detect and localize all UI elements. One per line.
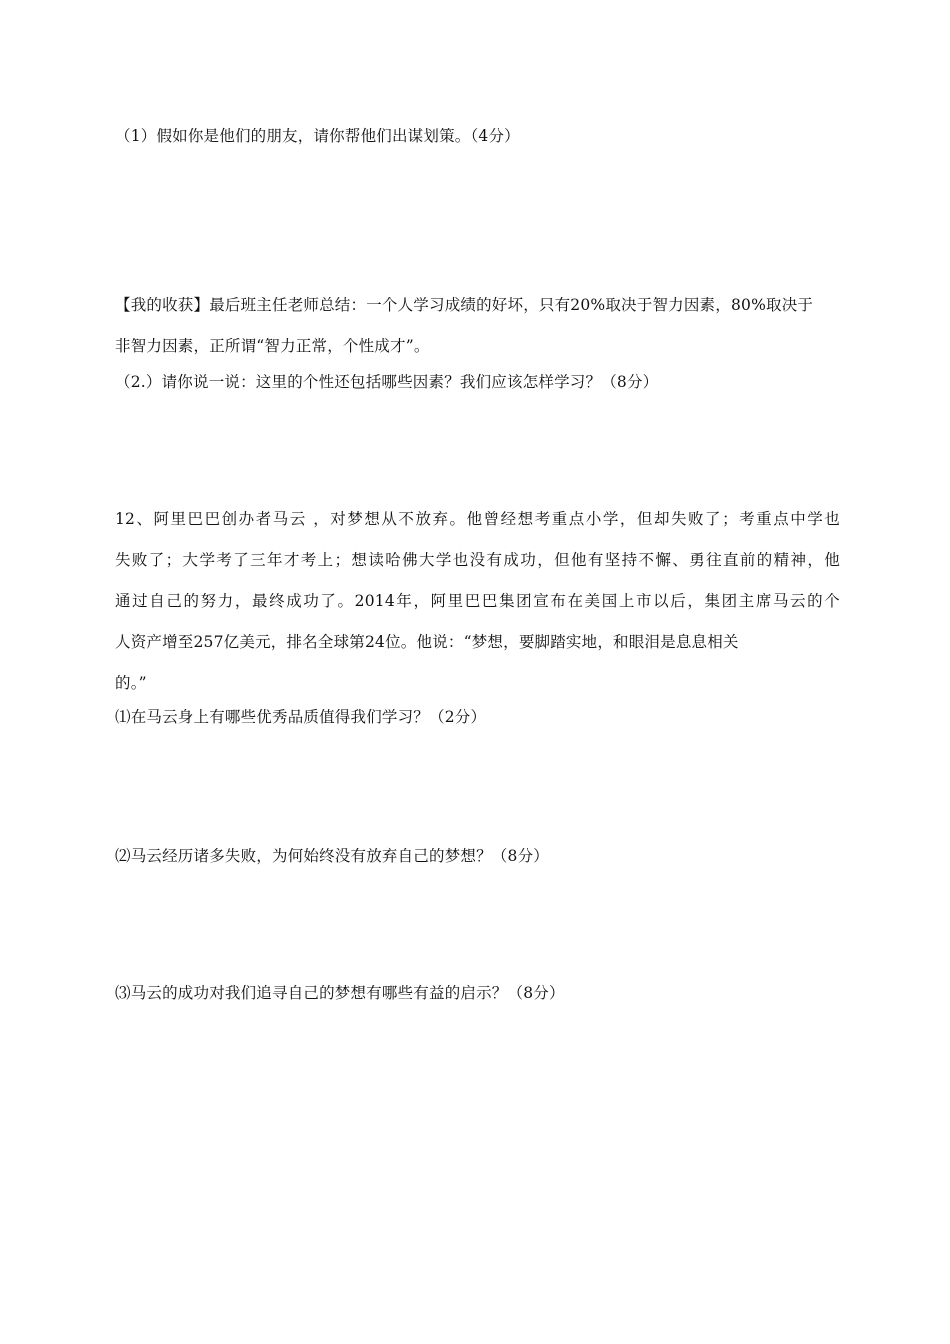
q12-stem <box>115 509 840 714</box>
q12-subquestion-2: ⑵马云经历诸多失败，为何始终没有放弃自己的梦想？（8分） <box>115 847 549 865</box>
q12-stem-line: 通过自己的努力，最终成功了。2014年，阿里巴巴集团宣布在美国上市以后，集团主席马云的个 <box>115 592 840 610</box>
q12-stem-line: 人资产增至257亿美元，排名全球第24位。他说：“梦想，要脚踏实地，和眼泪是息息相关 <box>115 633 739 651</box>
q11-subquestion-1: （1）假如你是他们的朋友，请你帮他们出谋划策。（4分） <box>115 127 520 145</box>
q12-stem-line: 的。” <box>115 674 147 692</box>
harvest-line-1: 【我的收获】最后班主任老师总结：一个人学习成绩的好坏，只有20%取决于智力因素，80%取决于 <box>115 296 814 314</box>
q12-stem-line: 12、阿里巴巴创办者马云 ，对梦想从不放弃。他曾经想考重点小学，但却失败了；考重点中学也 <box>115 510 840 528</box>
harvest-line-2: 非智力因素，正所谓“智力正常，个性成才”。 <box>115 337 430 355</box>
q12-subquestion-1: ⑴在马云身上有哪些优秀品质值得我们学习？（2分） <box>115 708 487 726</box>
q12-stem-line: 失败了；大学考了三年才考上；想读哈佛大学也没有成功，但他有坚持不懈、勇往直前的精神，他 <box>115 551 840 569</box>
q11-subquestion-2: （2.）请你说一说：这里的个性还包括哪些因素？我们应该怎样学习？（8分） <box>115 373 659 391</box>
q12-subquestion-3: ⑶马云的成功对我们追寻自己的梦想有哪些有益的启示？（8分） <box>115 984 565 1002</box>
